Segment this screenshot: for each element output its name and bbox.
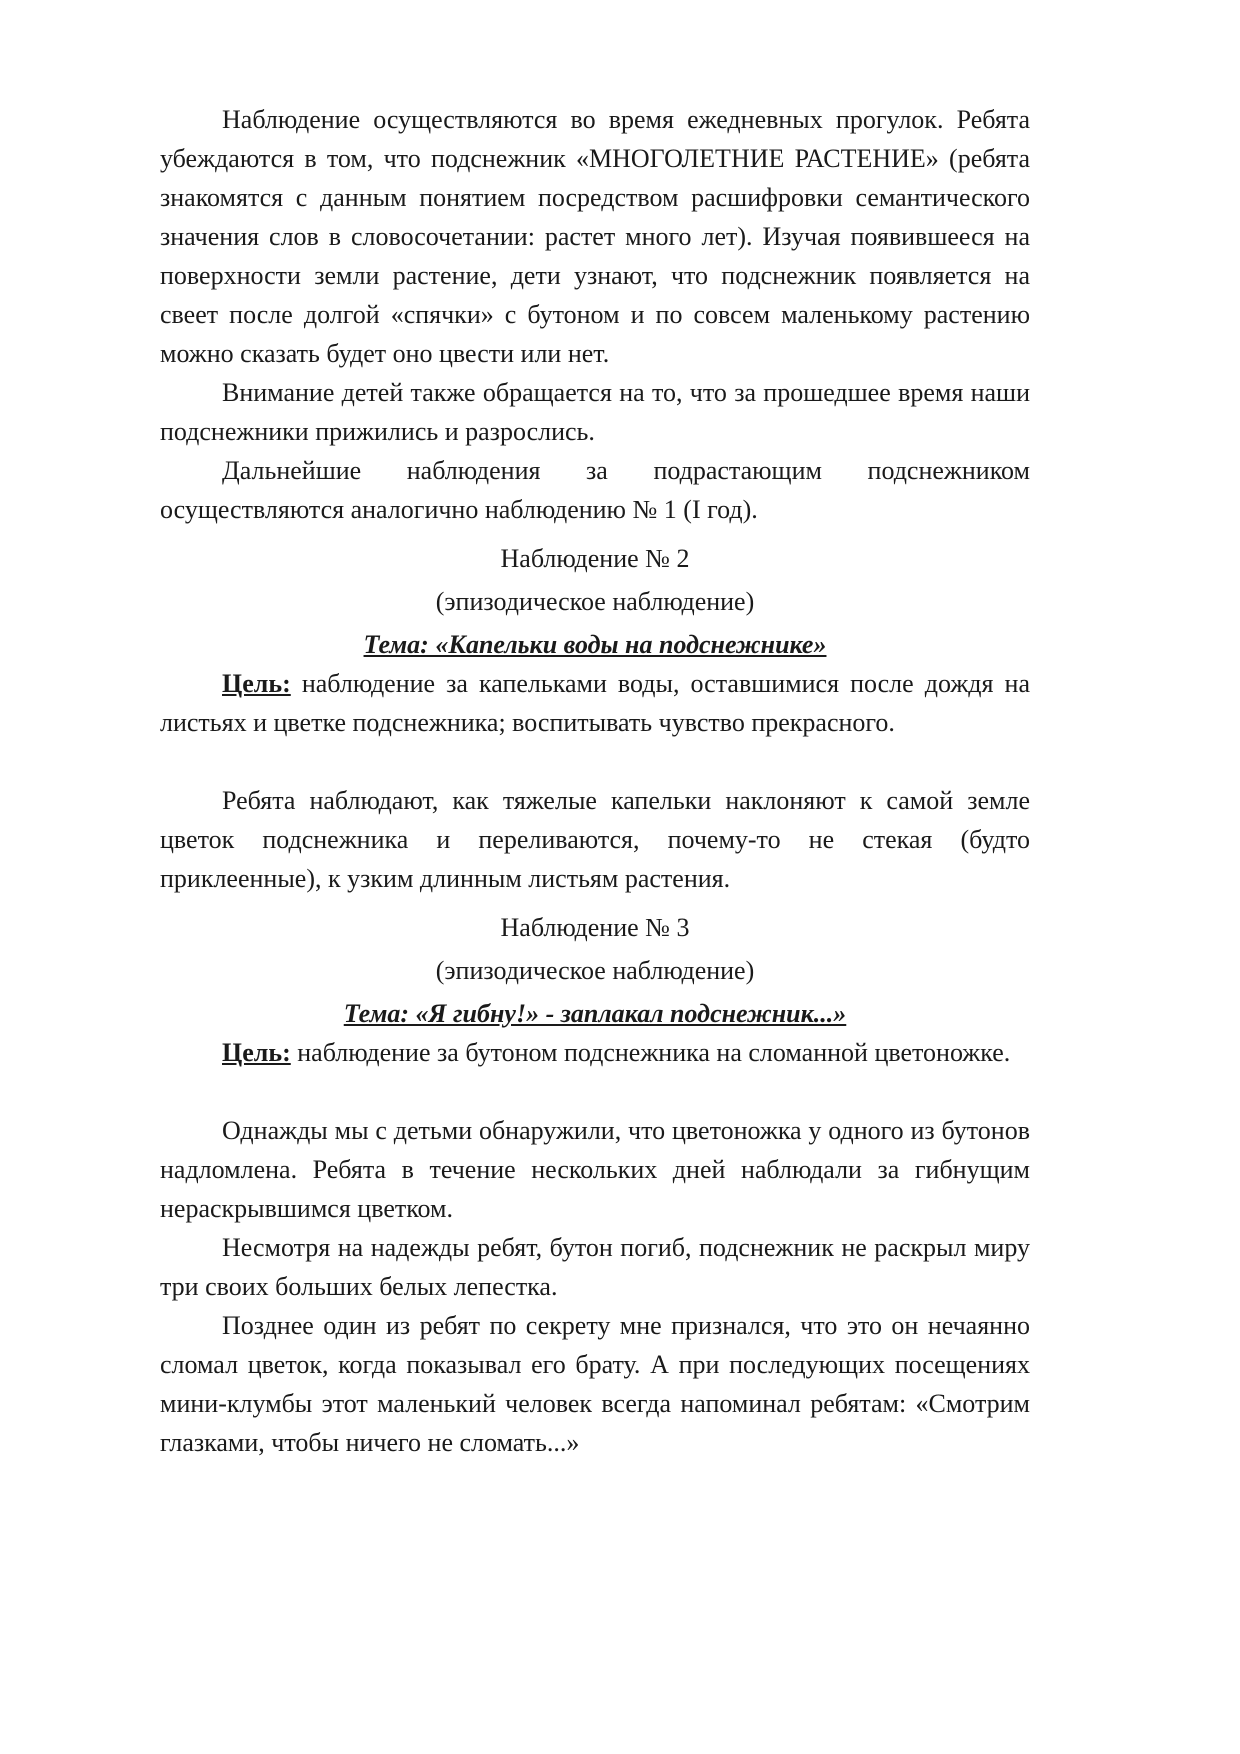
paragraph-droplets: Ребята наблюдают, как тяжелые капельки наклоняют к самой земле цветок подснежника и переливаются, почему-то не стекая (будто приклеенные), к узким длинным листьям растения.: [160, 786, 1030, 893]
observation-3-goal: [160, 1033, 1030, 1072]
paragraph-attention: Внимание детей также обращается на то, что за прошедшее время наши подснежники прижились и разрослись.: [160, 378, 1030, 446]
observation-3-title: Наблюдение № 3: [500, 913, 690, 942]
goal-label: Цель:: [222, 1038, 291, 1067]
goal-text: наблюдение за капельками воды, оставшимися после дождя на листьях и цветке подснежника; воспитывать чувство прекрасного.: [160, 669, 1030, 737]
observation-2-theme: Тема: «Капельки воды на подснежнике»: [363, 630, 827, 659]
observation-2-subtitle: (эпизодическое наблюдение): [435, 587, 755, 616]
goal-label: Цель:: [222, 669, 291, 698]
paragraph-observation-intro: Наблюдение осуществляются во время ежедневных прогулок. Ребята убеждаются в том, что подснежник «МНОГОЛЕТНИЕ РАСТЕНИЕ» (ребята знакомятся с данным понятием посредством расшифровки семантического значения слов в словосочетании: растет много лет). Изучая появившееся на поверхности земли растение, дети узнают, что подснежник появляется на свеет после долгой «спячки» с бутоном и по совсем маленькому растению можно сказать будет оно цвести или нет.: [160, 105, 1030, 368]
observation-2-goal: [160, 664, 1030, 742]
paragraph-broken-stem: Однажды мы с детьми обнаружили, что цветоножка у одного из бутонов надломлена. Ребята в течение нескольких дней наблюдали за гибнущим нераскрывшимся цветком.: [160, 1116, 1030, 1223]
observation-3-subtitle: (эпизодическое наблюдение): [435, 956, 755, 985]
goal-text: наблюдение за бутоном подснежника на сломанной цветоножке.: [297, 1038, 1011, 1067]
observation-2-title: Наблюдение № 2: [500, 544, 690, 573]
observation-3-theme: Тема: «Я гибну!» - заплакал подснежник...»: [343, 999, 847, 1028]
paragraph-confession: Позднее один из ребят по секрету мне признался, что это он нечаянно сломал цветок, когда показывал его брату. А при последующих посещениях мини-клумбы этот маленький человек всегда напоминал ребятам: «Смотрим глазками, чтобы ничего не сломать...»: [160, 1311, 1030, 1457]
paragraph-bud-died: Несмотря на надежды ребят, бутон погиб, подснежник не раскрыл миру три своих больших белых лепестка.: [160, 1233, 1030, 1301]
paragraph-further-observations: Дальнейшие наблюдения за подрастающим подснежником осуществляются аналогично наблюдению № 1 (I год).: [160, 456, 1030, 524]
